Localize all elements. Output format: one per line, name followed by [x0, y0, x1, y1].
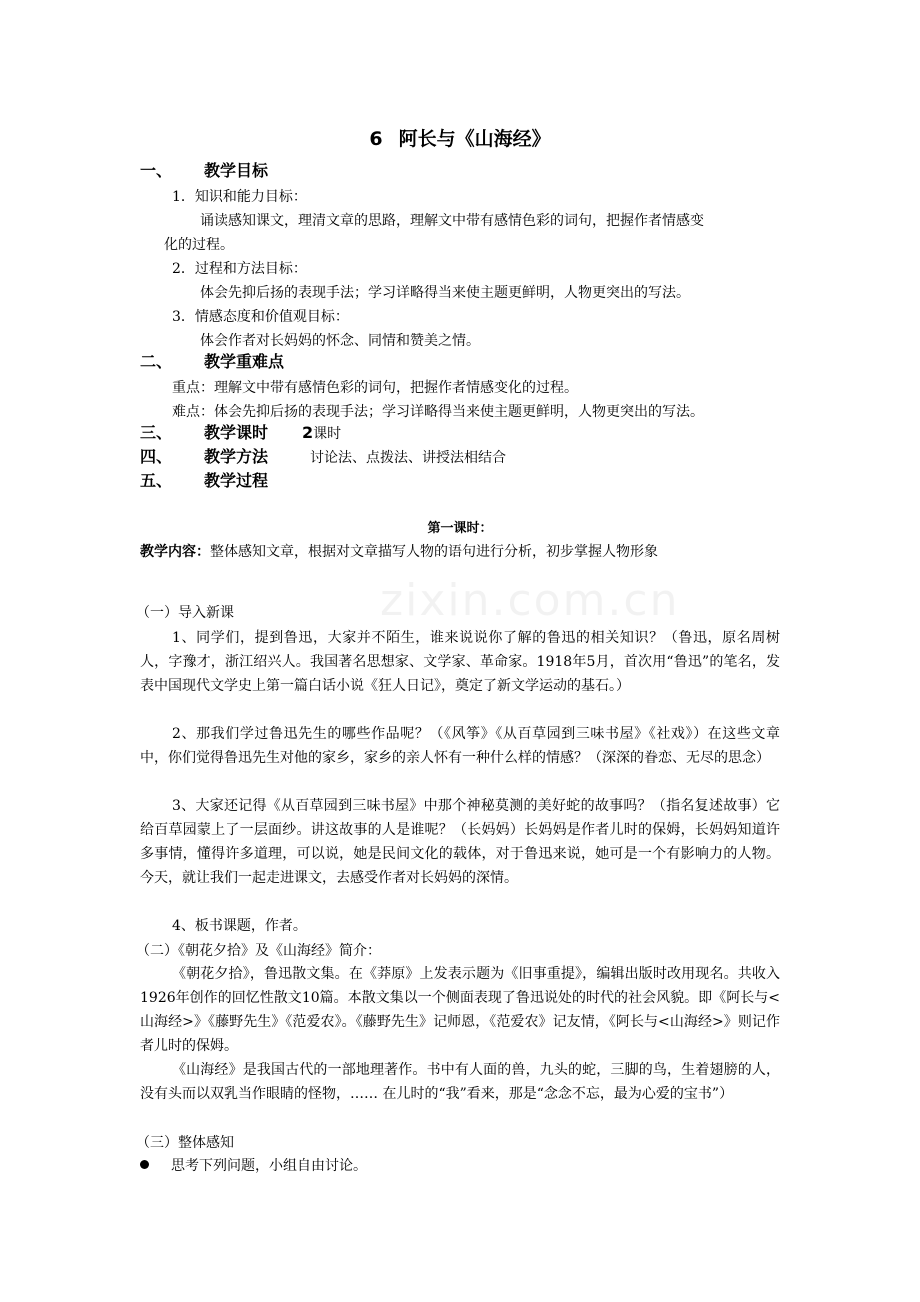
bullet-item	[140, 1154, 367, 1178]
goal-2-title: 2．过程和方法目标：	[172, 261, 307, 277]
goal-3-text: 体会作者对长妈妈的怀念、同情和赞美之情。	[200, 333, 480, 349]
section-heading-process	[140, 469, 268, 493]
section-number: 二、	[140, 352, 173, 371]
title-number: 6	[369, 128, 383, 150]
section-label: 教学方法	[204, 447, 269, 466]
section-label: 教学目标	[204, 161, 269, 180]
section-number: 五、	[140, 471, 173, 490]
section-number: 四、	[140, 447, 173, 466]
section-label: 教学课时	[204, 423, 269, 442]
part-1-paragraph-1: 1、同学们，提到鲁迅，大家并不陌生，谁来说说你了解的鲁迅的相关知识？（鲁迅，原名周树人，字豫才，浙江绍兴人。我国著名思想家、文学家、革命家。1918年5月，首次用“鲁迅”的笔名，发表中国现代文学史上第一篇白话小说《狂人日记》，奠定了新文学运动的基石。）	[140, 630, 780, 694]
hours-number: 2	[302, 423, 314, 442]
part-2-paragraph-1: 《朝花夕拾》，鲁迅散文集。在《莽原》上发表示题为《旧事重提》，编辑出版时改用现名。共收入1926年创作的回忆性散文10篇。本散文集以一个侧面表现了鲁迅说处的时代的社会风貌。即《阿长与<山海经>》《藤野先生》《范爱农》。《藤野先生》记师恩，《范爱农》记友情，《阿长与<山海经>》则记作者儿时的保姆。	[140, 966, 780, 1054]
part-1-paragraph-4: 4、板书课题，作者。	[172, 918, 307, 934]
methods-text: 讨论法、点拨法、讲授法相结合	[310, 450, 507, 466]
goal-1-text-2: 化的过程。	[164, 237, 234, 253]
section-heading-methods	[140, 445, 506, 469]
section-heading-keypoints	[140, 350, 284, 374]
lesson-1-content	[140, 541, 658, 563]
part-1-heading: （一）导入新课	[136, 605, 234, 621]
part-2-paragraph-2: 《山海经》是我国古代的一部地理著作。书中有人面的兽，九头的蛇，三脚的鸟，生着翅膀的人，没有头而以双乳当作眼睛的怪物，…… 在儿时的“我”看来，那是“念念不忘，最为心爱的宝书”）	[140, 1062, 780, 1102]
goal-1-title: 1．知识和能力目标：	[172, 189, 307, 205]
part-2-heading: （二）《朝花夕拾》及《山海经》简介：	[136, 943, 381, 959]
document-title	[0, 124, 920, 151]
section-heading-hours	[140, 421, 341, 445]
title-text: 阿长与《山海经》	[398, 128, 551, 150]
section-label: 教学过程	[204, 471, 269, 490]
bullet-icon	[140, 1160, 149, 1169]
section-label: 教学重难点	[204, 352, 285, 371]
section-number: 一、	[140, 161, 173, 180]
content-label: 教学内容：	[140, 544, 210, 560]
content-text: 整体感知文章，根据对文章描写人物的语句进行分析，初步掌握人物形象	[210, 544, 658, 560]
keypoint-focus: 重点：理解文中带有感情色彩的词句，把握作者情感变化的过程。	[172, 380, 578, 396]
keypoint-difficulty: 难点：体会先抑后扬的表现手法；学习详略得当来使主题更鲜明，人物更突出的写法。	[172, 404, 704, 420]
lesson-1-heading: 第一课时：	[427, 521, 493, 536]
section-heading-goals	[140, 159, 268, 183]
section-number: 三、	[140, 423, 173, 442]
goal-2-text: 体会先抑后扬的表现手法；学习详略得当来使主题更鲜明，人物更突出的写法。	[200, 285, 690, 301]
goal-3-title: 3．情感态度和价值观目标：	[172, 309, 349, 325]
watermark: zixin.com.cn	[380, 575, 680, 626]
goal-1-text-1: 诵读感知课文，理清文章的思路，理解文中带有感情色彩的词句，把握作者情感变	[200, 213, 704, 229]
hours-unit: 课时	[313, 426, 342, 442]
part-1-paragraph-3: 3、大家还记得《从百草园到三味书屋》中那个神秘莫测的美好蛇的故事吗？（指名复述故事）它给百草园蒙上了一层面纱。讲这故事的人是谁呢？（长妈妈）长妈妈是作者儿时的保姆，长妈妈知道许多事情，懂得许多道理，可以说，她是民间文化的载体，对于鲁迅来说，她可是一个有影响力的人物。今天，就让我们一起走进课文，去感受作者对长妈妈的深情。	[140, 798, 780, 886]
part-1-paragraph-2: 2、那我们学过鲁迅先生的哪些作品呢？（《风筝》《从百草园到三味书屋》《社戏》）在这些文章中，你们觉得鲁迅先生对他的家乡，家乡的亲人怀有一种什么样的情感？（深深的眷恋、无尽的思念）	[140, 726, 780, 766]
bullet-text: 思考下列问题，小组自由讨论。	[171, 1158, 367, 1174]
part-3-heading: （三）整体感知	[136, 1135, 234, 1151]
